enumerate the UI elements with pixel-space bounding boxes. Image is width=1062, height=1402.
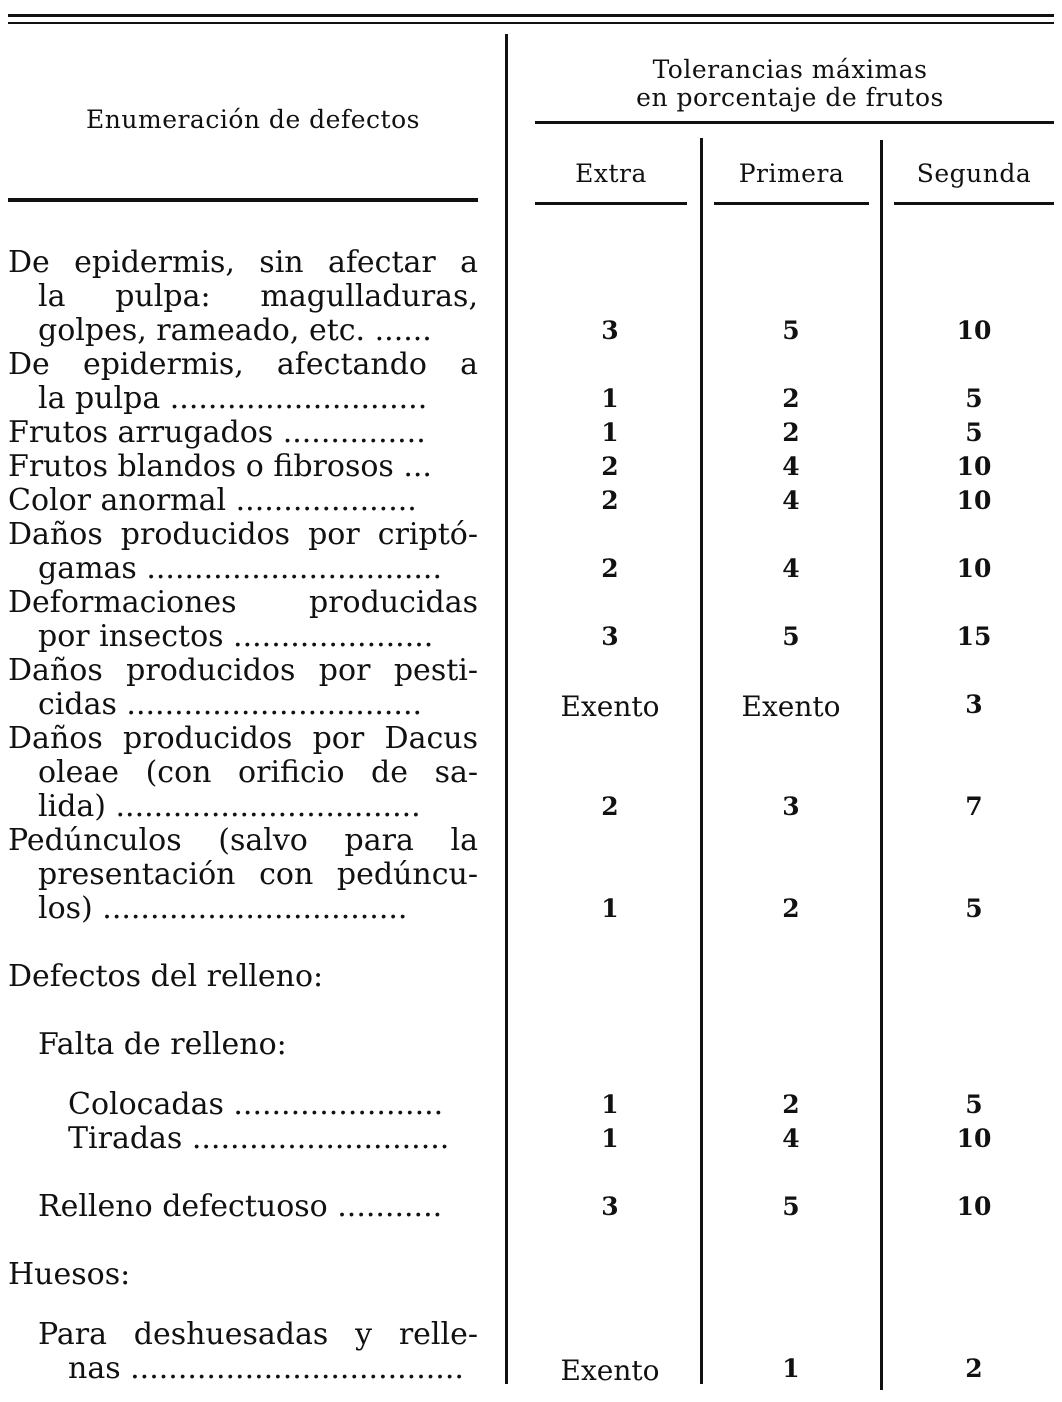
defect-label-line: oleae (con orificio de sa- — [38, 756, 478, 790]
tolerance-extra-value: 2 — [601, 554, 619, 583]
defects-heading-rule — [8, 198, 478, 202]
defect-label — [8, 416, 478, 450]
tolerance-primera-value: 5 — [782, 316, 800, 345]
tolerance-segunda-value: 5 — [965, 1090, 983, 1119]
col-header-segunda: Segunda — [916, 159, 1032, 188]
defect-label — [8, 960, 478, 994]
segunda-header-rule — [894, 202, 1054, 205]
defect-label-line: Tiradas ........................... — [68, 1122, 450, 1156]
tolerance-segunda-value: 10 — [956, 452, 992, 481]
tolerance-extra-value: 3 — [601, 1192, 619, 1221]
divider-defects — [505, 34, 508, 1384]
tolerance-heading-rule — [535, 121, 1054, 124]
tolerance-primera-value: 4 — [782, 1124, 800, 1153]
defect-label — [8, 348, 478, 416]
defect-label-line: gamas ............................... — [38, 552, 442, 586]
defect-label-line: golpes, rameado, etc. ...... — [38, 314, 432, 348]
tolerance-primera-value: Exento — [741, 690, 841, 723]
tolerance-extra-value: 1 — [601, 894, 619, 923]
tolerance-extra-value: Exento — [560, 1354, 660, 1387]
defect-label — [38, 1028, 478, 1062]
tolerance-segunda-value: 10 — [956, 316, 992, 345]
tolerance-segunda-value: 15 — [956, 622, 992, 651]
defect-label — [8, 246, 478, 348]
tolerance-segunda-value: 5 — [965, 418, 983, 447]
extra-header-rule — [535, 202, 687, 205]
defect-label-line: por insectos ..................... — [38, 620, 434, 654]
defect-label-line: Frutos arrugados ............... — [8, 416, 426, 450]
defect-label-line: Pedúnculos (salvo para la — [8, 824, 478, 858]
tolerance-heading-line1: Tolerancias máximas — [652, 55, 928, 84]
tolerance-extra-value: 1 — [601, 418, 619, 447]
tolerance-primera-value: 4 — [782, 452, 800, 481]
tolerance-primera-value: 4 — [782, 554, 800, 583]
tolerance-primera-value: 2 — [782, 384, 800, 413]
defect-label-line: la pulpa ........................... — [38, 382, 428, 416]
defect-label-line: Daños producidos por pesti- — [8, 654, 478, 688]
tolerance-segunda-value: 10 — [956, 486, 992, 515]
defect-label — [38, 1318, 478, 1386]
defect-label — [8, 654, 478, 722]
tolerance-primera-value: 4 — [782, 486, 800, 515]
tolerance-segunda-value: 7 — [965, 792, 983, 821]
defect-label — [8, 824, 478, 926]
defect-label-line: Daños producidos por criptó- — [8, 518, 478, 552]
defect-label-line: Huesos: — [8, 1258, 131, 1292]
tolerance-extra-value: 2 — [601, 792, 619, 821]
tolerance-extra-value: 3 — [601, 622, 619, 651]
defect-label-line: los) ................................ — [38, 892, 408, 926]
defect-label-line: presentación con pedúncu- — [38, 858, 478, 892]
tolerance-extra-value: 1 — [601, 384, 619, 413]
defect-label-line: Defectos del relleno: — [8, 960, 324, 994]
defect-label-line: Frutos blandos o fibrosos ... — [8, 450, 432, 484]
tolerance-primera-value: 5 — [782, 622, 800, 651]
defect-label — [8, 1258, 478, 1292]
tolerance-extra-value: 3 — [601, 316, 619, 345]
tolerance-segunda-value: 5 — [965, 384, 983, 413]
defect-label — [68, 1088, 478, 1122]
tolerance-primera-value: 1 — [782, 1354, 800, 1383]
tolerance-primera-value: 2 — [782, 418, 800, 447]
defect-label-line: cidas ............................... — [38, 688, 423, 722]
defects-heading: Enumeración de defectos — [86, 105, 420, 134]
defect-label-line: De epidermis, afectando a — [8, 348, 478, 382]
defect-label — [68, 1122, 478, 1156]
divider-extra-primera — [700, 138, 703, 1384]
tolerance-primera-value: 3 — [782, 792, 800, 821]
tolerance-segunda-value: 10 — [956, 554, 992, 583]
col-header-extra: Extra — [575, 159, 647, 188]
defect-label — [8, 450, 478, 484]
defect-label — [8, 586, 478, 654]
col-header-primera: Primera — [738, 159, 845, 188]
defect-label-line: nas ................................... — [68, 1352, 464, 1386]
defect-label-line: De epidermis, sin afectar a — [8, 246, 478, 280]
tolerance-extra-value: Exento — [560, 690, 660, 723]
tolerance-segunda-value: 3 — [965, 690, 983, 719]
primera-header-rule — [714, 202, 869, 205]
tolerance-primera-value: 5 — [782, 1192, 800, 1221]
tolerance-extra-value: 1 — [601, 1124, 619, 1153]
tolerance-extra-value: 1 — [601, 1090, 619, 1119]
defect-label-line: la pulpa: magulladuras, — [38, 280, 478, 314]
tolerance-segunda-value: 10 — [956, 1192, 992, 1221]
defect-label — [38, 1190, 478, 1224]
top-rule-thin — [8, 22, 1054, 24]
top-rule-thick — [8, 14, 1054, 17]
defect-label-line: lida) ................................ — [38, 790, 421, 824]
defect-label-line: Relleno defectuoso ........... — [38, 1190, 443, 1224]
defect-label-line: Colocadas ...................... — [68, 1088, 444, 1122]
defect-label — [8, 518, 478, 586]
defect-label-line: Para deshuesadas y relle- — [38, 1318, 478, 1352]
defect-label — [8, 484, 478, 518]
tolerance-segunda-value: 10 — [956, 1124, 992, 1153]
divider-primera-segunda — [880, 140, 883, 1390]
tolerance-extra-value: 2 — [601, 452, 619, 481]
tolerance-extra-value: 2 — [601, 486, 619, 515]
tolerance-segunda-value: 2 — [965, 1354, 983, 1383]
tolerance-primera-value: 2 — [782, 894, 800, 923]
tolerance-primera-value: 2 — [782, 1090, 800, 1119]
defect-label-line: Daños producidos por Dacus — [8, 722, 478, 756]
defect-label-line: Falta de relleno: — [38, 1028, 287, 1062]
defect-label-line: Color anormal ................... — [8, 484, 417, 518]
tolerance-segunda-value: 5 — [965, 894, 983, 923]
tolerance-heading-line2: en porcentaje de frutos — [636, 83, 944, 112]
defect-label-line: Deformaciones producidas — [8, 586, 478, 620]
defect-label — [8, 722, 478, 824]
